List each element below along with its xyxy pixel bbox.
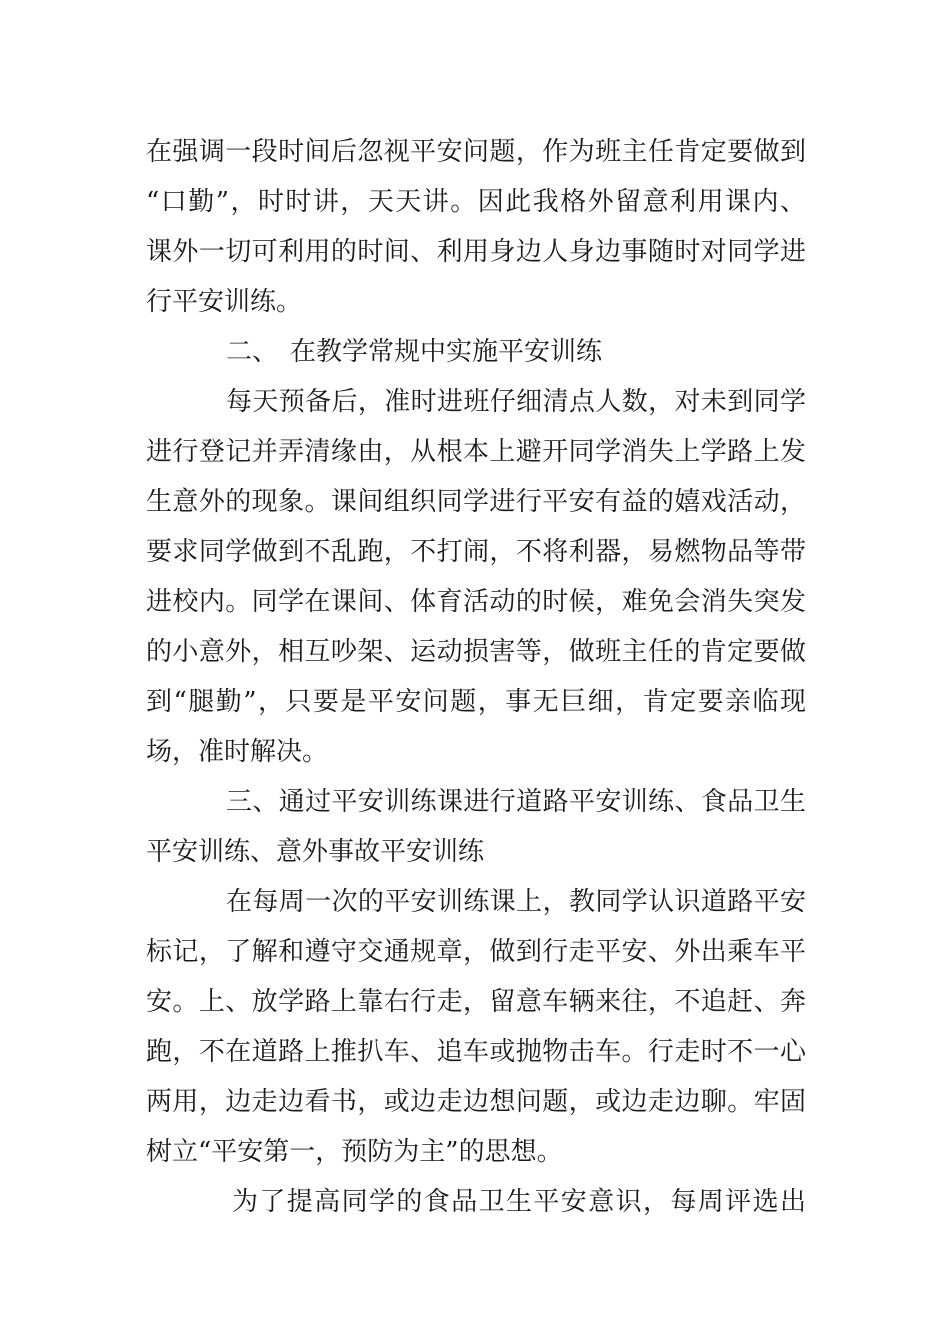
text-line: 平安训练、意外事故平安训练 bbox=[146, 837, 485, 867]
document-body bbox=[146, 127, 806, 1227]
text-line: 树立“平安第一，预防为主”的思想。 bbox=[146, 1137, 563, 1167]
text-line: 的小意外，相互吵架、运动损害等，做班主任的肯定要做 bbox=[146, 637, 806, 667]
text-line: 两用，边走边看书，或边走边想问题，或边走边聊。牢固 bbox=[146, 1087, 806, 1117]
text-line: 为了提高同学的食品卫生平安意识，每周评选出 bbox=[232, 1187, 806, 1217]
text-line: 要求同学做到不乱跑，不打闹，不将利器，易燃物品等带 bbox=[146, 537, 806, 567]
paragraph-food-safety bbox=[146, 1177, 806, 1227]
text-line: “口勤”，时时讲，天天讲。因此我格外留意利用课内、 bbox=[146, 187, 806, 217]
text-line: 在强调一段时间后忽视平安问题，作为班主任肯定要做到 bbox=[146, 137, 806, 167]
text-line: 生意外的现象。课间组织同学进行平安有益的嬉戏活动， bbox=[146, 487, 806, 517]
text-line: 在每周一次的平安训练课上，教同学认识道路平安 bbox=[226, 887, 806, 917]
paragraph-routine bbox=[146, 377, 806, 777]
text-line: 三、通过平安训练课进行道路平安训练、食品卫生 bbox=[226, 787, 806, 817]
text-line: 行平安训练。 bbox=[146, 287, 303, 317]
text-line: 课外一切可利用的时间、利用身边人身边事随时对同学进 bbox=[146, 237, 806, 267]
text-line: 安。上、放学路上靠右行走，留意车辆来往，不追赶、奔 bbox=[146, 987, 806, 1017]
paragraph-road-safety bbox=[146, 877, 806, 1177]
text-line: 进校内。同学在课间、体育活动的时候，难免会消失突发 bbox=[146, 587, 806, 617]
text-line: 到“腿勤”，只要是平安问题，事无巨细，肯定要亲临现 bbox=[146, 687, 806, 717]
section-number: 二、 bbox=[226, 337, 279, 367]
section-heading-two bbox=[146, 327, 806, 377]
text-line: 每天预备后，准时进班仔细清点人数，对未到同学 bbox=[226, 387, 806, 417]
text-line: 跑，不在道路上推扒车、追车或抛物击车。行走时不一心 bbox=[146, 1037, 806, 1067]
paragraph-oral-diligence bbox=[146, 127, 806, 327]
text-line: 进行登记并弄清缘由，从根本上避开同学消失上学路上发 bbox=[146, 437, 806, 467]
text-line: 标记，了解和遵守交通规章，做到行走平安、外出乘车平 bbox=[146, 937, 806, 967]
section-heading-three bbox=[146, 777, 806, 877]
text-line: 场，准时解决。 bbox=[146, 737, 329, 767]
section-title: 在教学常规中实施平安训练 bbox=[290, 337, 603, 367]
